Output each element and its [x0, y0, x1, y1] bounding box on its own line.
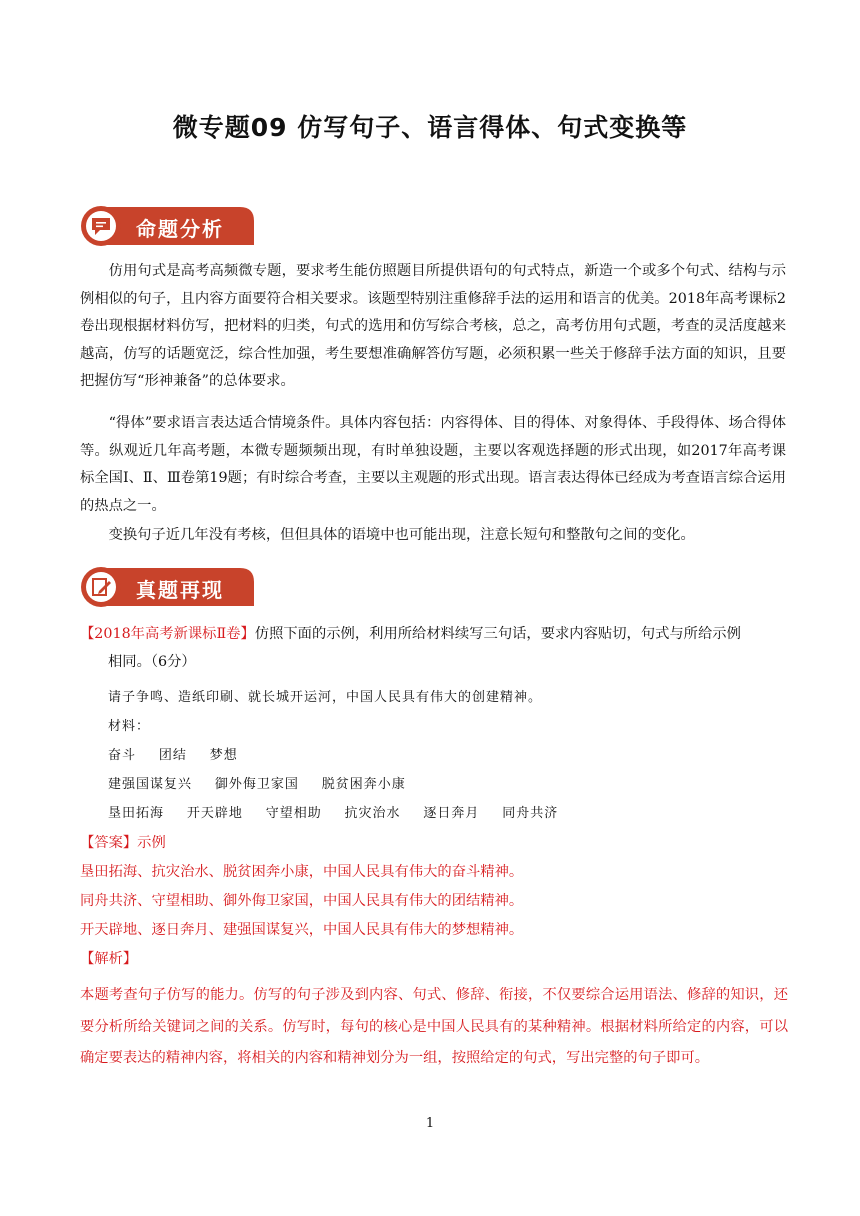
material-word: 同舟共济: [502, 806, 559, 821]
answer-line: 垦田拓海、抗灾治水、脱贫困奔小康，中国人民具有伟大的奋斗精神。: [80, 864, 524, 880]
material-word: 逐日奔月: [423, 806, 480, 821]
analysis-tag: 【解析】: [80, 951, 138, 967]
material-row-1: [108, 744, 252, 763]
material-word: 垦田拓海: [108, 806, 165, 821]
material-row-3: [108, 802, 572, 821]
answer-tag: 【答案】示例: [80, 835, 166, 851]
question-header: [80, 620, 786, 648]
material-label: 材料：: [108, 719, 151, 734]
answer-line: 同舟共济、守望相助、御外侮卫家国，中国人民具有伟大的团结精神。: [80, 893, 524, 909]
section-label: 真题再现: [136, 578, 224, 602]
material-word: 抗灾治水: [344, 806, 401, 821]
intro-paragraph-2: “得体”要求语言表达适合情境条件。具体内容包括：内容得体、目的得体、对象得体、手段得体、场合得体等。纵观近几年高考题，本微专题频频出现，有时单独设题，主要以客观选择题的形式出现，如2017年高考课标全国Ⅰ、Ⅱ、Ⅲ卷第19题；有时综合考查，主要以主观题的形式出现。语言表达得体已经成为考查语言综合运用的热点之一。: [80, 415, 786, 514]
material-word: 奋斗: [108, 748, 137, 763]
material-word: 团结: [158, 748, 187, 763]
material-word: 御外侮卫家国: [214, 777, 299, 792]
page-number: 1: [425, 1116, 435, 1131]
material-word: 梦想: [209, 748, 238, 763]
material-row-2: [108, 773, 420, 792]
material-word: 守望相助: [265, 806, 322, 821]
example-sentence: 请子争鸣、造纸印刷、就长城开运河，中国人民具有伟大的创建精神。: [108, 690, 543, 705]
question-text: 仿照下面的示例，利用所给材料续写三句话，要求内容贴切，句式与所给示例: [254, 626, 741, 642]
answer-line: 开天辟地、逐日奔月、建强国谋复兴，中国人民具有伟大的梦想精神。: [80, 922, 524, 938]
intro-paragraph-1: 仿用句式是高考高频微专题，要求考生能仿照题目所提供语句的句式特点，新造一个或多个句式、结构与示例相似的句子，且内容方面要符合相关要求。该题型特别注重修辞手法的运用和语言的优美。2018年高考课标2卷出现根据材料仿写，把材料的归类，句式的选用和仿写综合考核，总之，高考仿用句式题，考查的灵活度越来越高，仿写的话题宽泛，综合性加强，考生要想准确解答仿写题，必须积累一些关于修辞手法方面的知识，且要把握仿写“形神兼备”的总体要求。: [80, 263, 786, 389]
material-word: 开天辟地: [186, 806, 243, 821]
page-title: 微专题09 仿写句子、语言得体、句式变换等: [172, 113, 688, 142]
material-word: 脱贫困奔小康: [321, 777, 406, 792]
analysis-text: 本题考查句子仿写的能力。仿写的句子涉及到内容、句式、修辞、衔接，不仅要综合运用语法、修辞的知识，还要分析所给关键词之间的关系。仿写时，每句的核心是中国人民具有的某种精神。根据材料所给定的内容，可以确定要表达的精神内容，将相关的内容和精神划分为一组，按照给定的句式，写出完整的句子即可。: [80, 987, 788, 1066]
material-word: 建强国谋复兴: [108, 777, 193, 792]
question-source-tag: 【2018年高考新课标Ⅱ卷】: [80, 626, 255, 642]
question-text-cont: 相同。（6分）: [108, 654, 196, 670]
section-banner-exam: [80, 566, 254, 608]
section-label: 命题分析: [136, 217, 224, 241]
section-banner-analysis: [80, 205, 254, 247]
intro-paragraph-3: 变换句子近几年没有考核，但但具体的语境中也可能出现，注意长短句和整散句之间的变化。: [108, 527, 695, 543]
